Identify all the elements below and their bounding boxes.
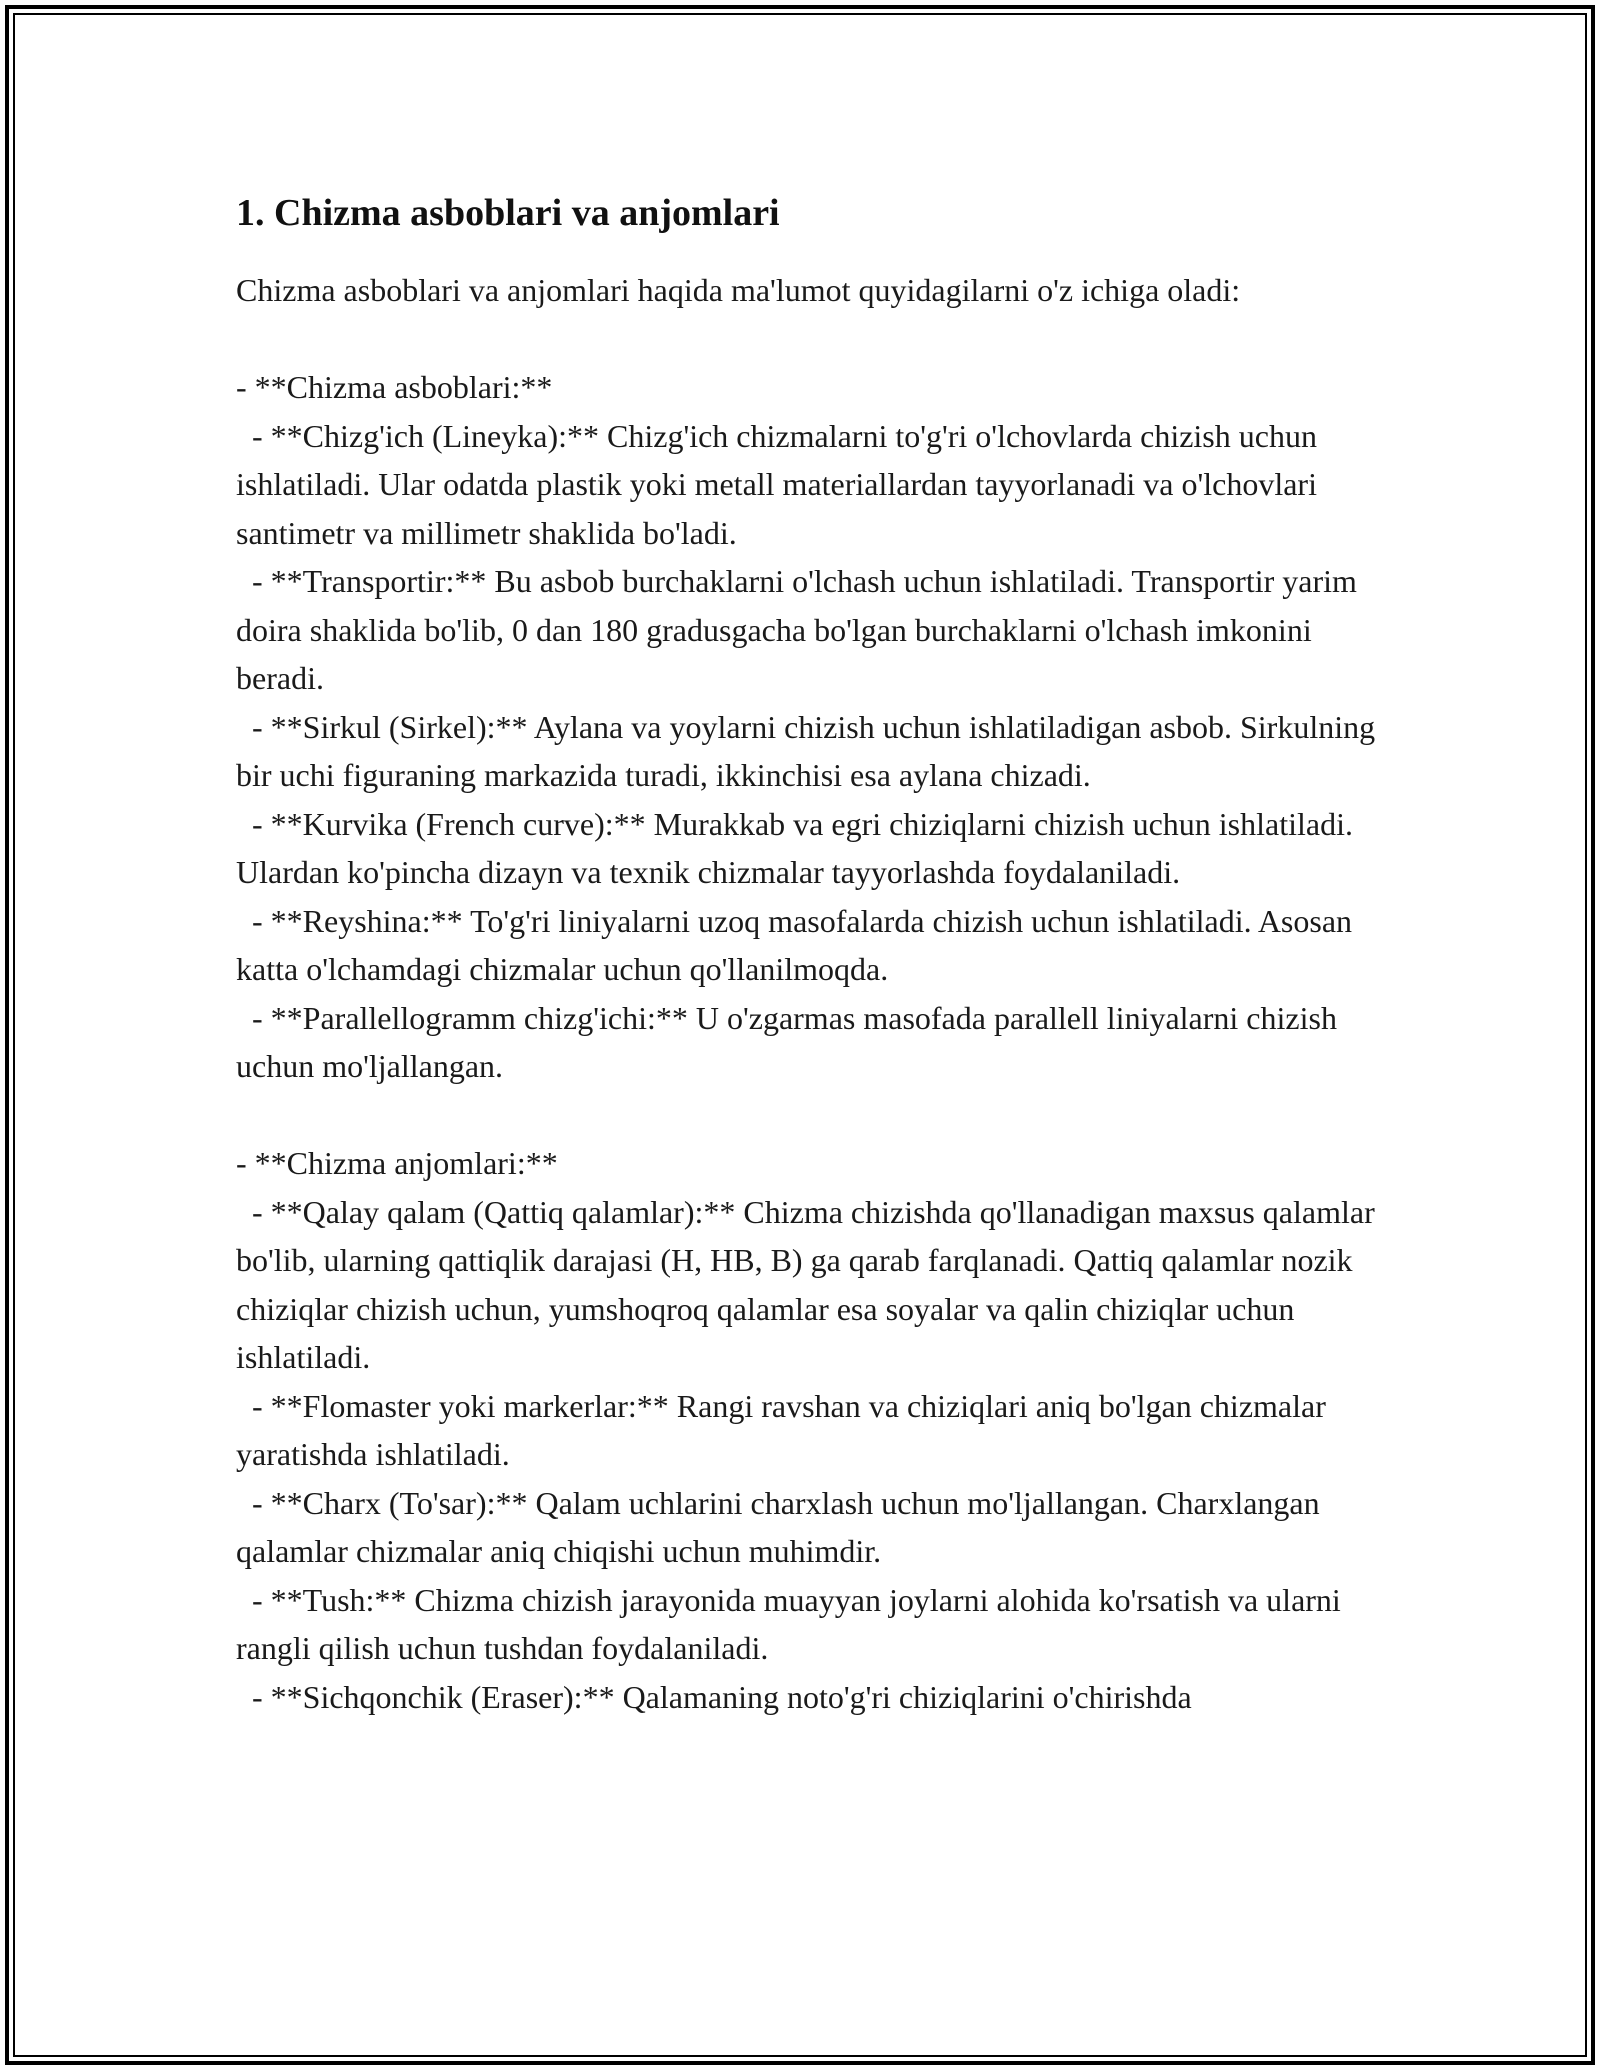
document-body: Chizma asboblari va anjomlari haqida ma'lumot quyidagilarni o'z ichiga oladi: - **Chizma asboblari:** - **Chizg'ich (Lineyka):** Chizg'ich chizmalarni to'g'ri o'lchovlarda chizish uchun ishlatiladi. Ular odatda plastik yoki metall materiallardan tayyorlanadi va o'lchovlari santimetr va millimetr shaklida bo'ladi. - **Transportir:** Bu asbob burchaklarni o'lchash uchun ishlatiladi. Transportir yarim doira shaklida bo'lib, 0 dan 180 gradusgacha bo'lgan burchaklarni o'lchash imkonini beradi. - **Sirkul (Sirkel):** Aylana va yoylarni chizish uchun ishlatiladigan asbob. Sirkulning bir uchi figuraning markazida turadi, ikkinchisi esa aylana chizadi. - **Kurvika (French curve):** Murakkab va egri chiziqlarni chizish uchun ishlatiladi. Ulardan ko'pincha dizayn va texnik chizmalar tayyorlashda foydalaniladi. - **Reyshina:** To'g'ri liniyalarni uzoq masofalarda chizish uchun ishlatiladi. Asosan katta o'lchamdagi chizmalar uchun qo'llanilmoqda. - **Parallellogramm chizg'ichi:** U o'zgarmas masofada parallell liniyalarni chizish uchun mo'ljallangan. - **Chizma anjomlari:** - **Qalay qalam (Qattiq qalamlar):** Chizma chizishda qo'llanadigan maxsus qalamlar bo'lib, ularning qattiqlik darajasi (H, HB, B) ga qarab farqlanadi. Qattiq qalamlar nozik chiziqlar chizish uchun, yumshoqroq qalamlar esa soyalar va qalin chiziqlar uchun ishlatiladi. - **Flomaster yoki markerlar:** Rangi ravshan va chiziqlari aniq bo'lgan chizmalar yaratishda ishlatiladi. - **Charx (To'sar):** Qalam uchlarini charxlash uchun mo'ljallangan. Charxlangan qalamlar chizmalar aniq chiqishi uchun muhimdir. - **Tush:** Chizma chizish jarayonida muayyan joylarni alohida ko'rsatish va ularni rangli qilish uchun tushdan foydalaniladi. - **Sichqonchik (Eraser):** Qalamaning noto'g'ri chiziqlarini o'chirishda [236,272,1376,1715]
document-title: 1. Chizma asboblari va anjomlari [236,192,780,234]
document-content [236,180,1396,1721]
